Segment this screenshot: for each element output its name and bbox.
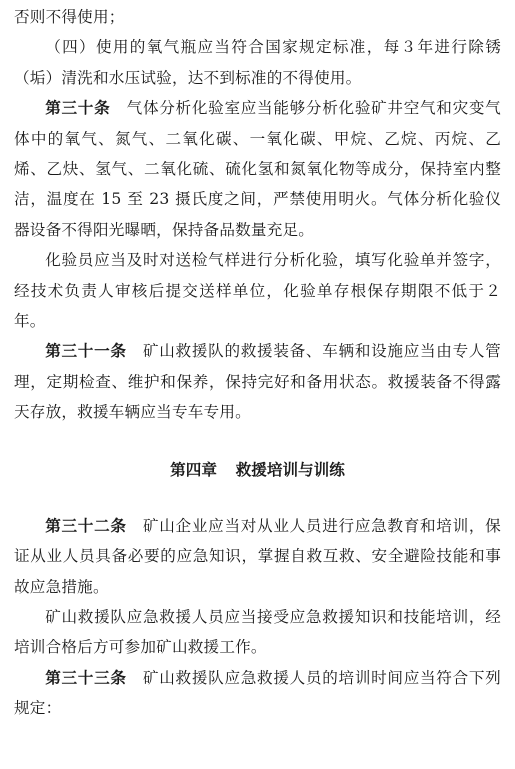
paragraph-item-four: （四）使用的氧气瓶应当符合国家规定标准，每３年进行除锈（垢）清洗和水压试验，达不到标准的不得使用。	[14, 38, 501, 87]
article-33	[14, 663, 501, 724]
chapter-number: 第四章	[170, 460, 217, 479]
article-30-paragraph-2: 化验员应当及时对送检气样进行分析化验，填写化验单并签字，经技术负责人审核后提交送样单位，化验单存根保存期限不低于２年。	[14, 251, 501, 331]
paragraph-continuation: 否则不得使用；	[14, 8, 125, 26]
article-30-title: 第三十条	[45, 99, 111, 118]
article-31	[14, 336, 501, 427]
article-30	[14, 93, 501, 245]
article-31-body: 矿山救援队的救援装备、车辆和设施应当由专人管理，定期检查、维护和保养，保持完好和备用状态。救援装备不得露天存放，救援车辆应当专车专用。	[14, 342, 501, 422]
article-32-title: 第三十二条	[45, 516, 127, 535]
article-33-body: 矿山救援队应急救援人员的培训时间应当符合下列规定：	[14, 668, 501, 718]
article-32-paragraph-2: 矿山救援队应急救援人员应当接受应急救援知识和技能培训，经培训合格后方可参加矿山救援工作。	[14, 607, 501, 657]
chapter-title: 救援培训与训练	[235, 460, 345, 479]
spacer	[14, 428, 501, 455]
article-31-title: 第三十一条	[45, 342, 127, 361]
spacer	[14, 485, 501, 511]
chapter-heading	[14, 455, 501, 485]
article-30-body: 气体分析化验室应当能够分析化验矿井空气和灾变气体中的氧气、氮气、二氧化碳、一氧化碳、甲烷、乙烷、丙烷、乙烯、乙炔、氢气、二氧化硫、硫化氢和氮氧化物等成分，保持室内整洁，温度在 15 至 23 摄氏度之间，严禁使用明火。气体分析化验仪器设备不得阳光曝晒，保持备品数量充足。	[14, 99, 501, 239]
article-33-title: 第三十三条	[45, 668, 127, 687]
article-32-body: 矿山企业应当对从业人员进行应急教育和培训，保证从业人员具备必要的应急知识，掌握自救互救、安全避险技能和事故应急措施。	[14, 516, 501, 596]
article-32	[14, 511, 501, 602]
